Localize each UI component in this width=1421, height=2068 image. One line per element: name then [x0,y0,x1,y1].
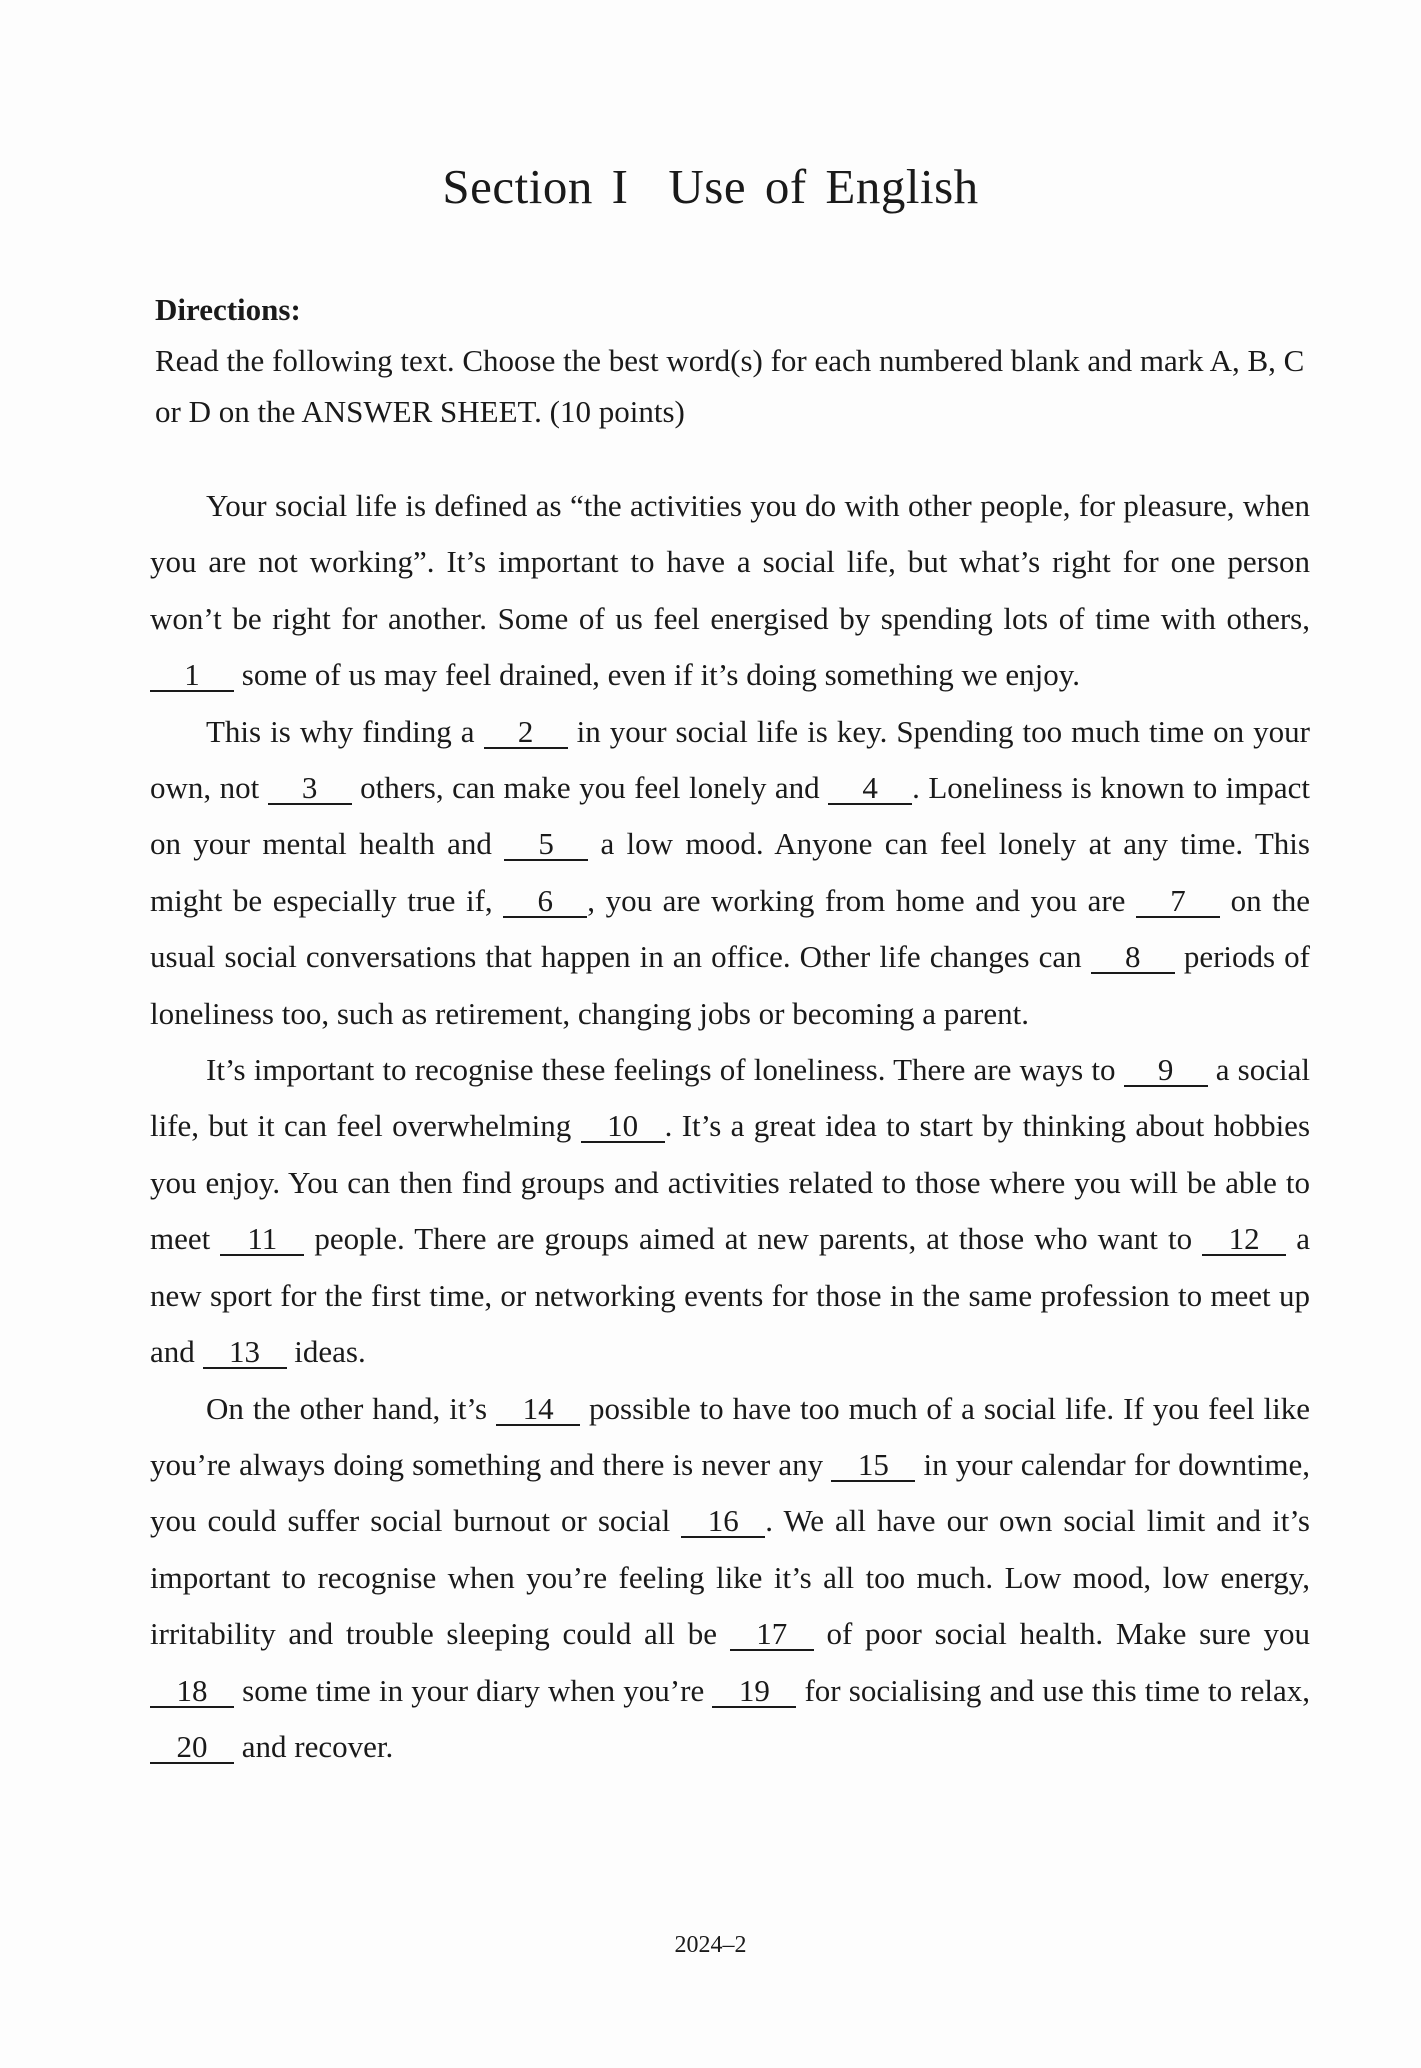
passage-text: It’s important to recognise these feelings of loneliness. There are ways to [206,1052,1124,1088]
blank-15: 15 [831,1450,915,1482]
passage-text: a social life, but it can feel overwhelming [150,1052,1310,1144]
passage-text: of poor social health. Make sure you [813,1616,1310,1652]
blank-7: 7 [1136,886,1220,918]
blank-20: 20 [150,1732,234,1764]
blank-1: 1 [150,660,234,692]
blank-18: 18 [150,1676,234,1708]
passage-text: and recover. [234,1728,394,1764]
passage-text: some of us may feel drained, even if it’s doing something we enjoy. [234,657,1080,693]
passage-text: . Loneliness is known to impact on your mental health and [150,770,1310,862]
section-title [0,158,1421,215]
passage-text: in your calendar for downtime, you could suffer social burnout or social [150,1446,1310,1539]
passage-text: possible to have too much of a social life. If you feel like you’re always doing something and there is never any [150,1390,1311,1482]
section-title-number: Section I [442,159,629,214]
blank-8: 8 [1091,942,1175,974]
directions-text: Read the following text. Choose the best word(s) for each numbered blank and mark A, B, C or D on the ANSWER SHEET. (10 points) [155,343,1305,429]
passage-paragraph-3 [150,1042,1310,1380]
passage-text: This is why finding a [206,713,484,749]
passage-text: others, can make you feel lonely and [351,770,829,806]
blank-4: 4 [828,773,912,805]
passage-text: Your social life is defined as “the activities you do with other people, for pleasure, when you are not working”. It’s important to have a social life, but what’s right for one person won’t be right for another. Some of us feel energised by spending lots of time with others, [150,488,1310,636]
cloze-passage [150,478,1310,1775]
passage-text: , you are working from home and you are [587,882,1136,918]
blank-3: 3 [268,773,352,805]
blank-13: 13 [203,1337,287,1369]
blank-14: 14 [496,1394,580,1426]
passage-text: . It’s a great idea to start by thinking about hobbies you enjoy. You can then find groups and activities related to those where you will be able to meet [150,1108,1311,1257]
blank-16: 16 [681,1506,765,1538]
passage-text: periods of loneliness too, such as retirement, changing jobs or becoming a parent. [150,939,1310,1031]
passage-text: . We all have our own social limit and it’s important to recognise when you’re feeling like it’s all too much. Low mood, low energy, irritability and trouble sleeping could all be [150,1503,1310,1652]
passage-paragraph-2 [150,704,1310,1042]
passage-text: in your social life is key. Spending too much time on your own, not [150,713,1310,806]
passage-text: some time in your diary when you’re [234,1672,713,1708]
page-footer-code: 2024–2 [674,1932,747,1958]
passage-text: On the other hand, it’s [206,1390,497,1426]
passage-text: a low mood. Anyone can feel lonely at any time. This might be especially true if, [150,826,1310,918]
blank-17: 17 [730,1619,814,1651]
blank-10: 10 [581,1111,665,1143]
passage-text: people. There are groups aimed at new parents, at those who want to [304,1221,1203,1257]
passage-paragraph-4 [150,1381,1310,1776]
passage-text: on the usual social conversations that happen in an office. Other life changes can [150,882,1311,975]
blank-2: 2 [484,717,568,749]
passage-text: for socialising and use this time to relax, [796,1672,1310,1708]
blank-6: 6 [503,886,587,918]
blank-12: 12 [1202,1224,1286,1256]
blank-5: 5 [504,829,588,861]
blank-19: 19 [712,1676,796,1708]
section-title-name: Use of English [668,159,979,214]
blank-11: 11 [220,1224,304,1256]
directions-block [155,284,1315,437]
passage-paragraph-1 [150,478,1310,704]
passage-text: a new sport for the first time, or networking events for those in the same profession to meet up and [150,1221,1310,1370]
passage-text: ideas. [286,1334,366,1370]
directions-heading: Directions: [155,292,301,327]
blank-9: 9 [1124,1055,1208,1087]
